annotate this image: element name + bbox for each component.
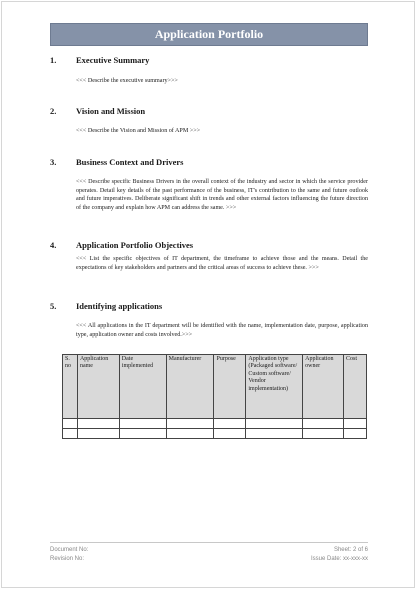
header-purpose: Purpose: [214, 355, 246, 419]
header-application-name: Application name: [77, 355, 119, 419]
table-cell[interactable]: [214, 419, 246, 429]
applications-table: [62, 354, 367, 439]
footer-document-no: Document No:: [50, 547, 89, 553]
table-cell[interactable]: [119, 419, 166, 429]
table-row: [63, 429, 367, 439]
table-cell[interactable]: [303, 429, 344, 439]
section-text-5: <<< All applications in the IT department will be identified with the name, implementation date, purpose, application type, application owner and costs involved.>>>: [76, 323, 368, 338]
section-title: Business Context and Drivers: [76, 157, 184, 167]
header-manufacturer: Manufacturer: [166, 355, 214, 419]
table-cell[interactable]: [246, 419, 303, 429]
table-cell[interactable]: [344, 429, 367, 439]
table-cell[interactable]: [119, 429, 166, 439]
table-cell[interactable]: [214, 429, 246, 439]
footer-sheet: Sheet: 2 of 6: [333, 547, 368, 553]
table-cell[interactable]: [166, 419, 214, 429]
table-cell[interactable]: [344, 419, 367, 429]
section-text-4: <<< List the specific objectives of IT department, the timeframe to achieve those and the means. Detail the expectations of key stakeholders and partners and the critical areas of success to achieve these. >>>: [76, 256, 368, 271]
header-s-no: S. no: [63, 355, 78, 419]
table-cell[interactable]: [166, 429, 214, 439]
page-frame: [1, 1, 415, 588]
table-header-row: [63, 355, 367, 419]
header-date-implemented: Date implemented: [119, 355, 166, 419]
header-application-type: Application type (Packaged software/ Custom software/ Vendor implementation): [246, 355, 303, 419]
table-cell[interactable]: [63, 419, 78, 429]
header-application-owner: Application owner: [303, 355, 344, 419]
section-title: Application Portfolio Objectives: [76, 240, 194, 250]
section-text-1: <<< Describe the executive summary>>>: [76, 78, 178, 84]
table-cell[interactable]: [63, 429, 78, 439]
footer-issue-date: Issue Date: xx-xxx-xx: [310, 556, 368, 562]
footer-divider: [50, 542, 368, 543]
section-number: 1.: [50, 55, 57, 65]
section-number: 2.: [50, 106, 57, 116]
section-title: Executive Summary: [76, 55, 150, 65]
section-title: Vision and Mission: [76, 106, 146, 116]
section-text-3: <<< Describe specific Business Drivers in the overall context of the industry and sector in which the service provider operates. Detail key details of the past performance of the business, IT's contribution to the same and future outlook and future imperatives. Deliberate significant shift in trends and other external factors influencing the future direction of the company and explain how APM can address the same. >>>: [76, 179, 368, 211]
table-cell[interactable]: [77, 419, 119, 429]
section-text-2: <<< Describe the Vision and Mission of APM >>>: [76, 128, 201, 134]
table-cell[interactable]: [303, 419, 344, 429]
table-cell[interactable]: [246, 429, 303, 439]
table-row: [63, 419, 367, 429]
section-number: 5.: [50, 301, 57, 311]
footer-revision-no: Revision No:: [50, 556, 85, 562]
table-cell[interactable]: [77, 429, 119, 439]
header-cost: Cost: [344, 355, 367, 419]
document-title: Application Portfolio: [50, 23, 368, 46]
section-number: 4.: [50, 240, 57, 250]
section-title: Identifying applications: [76, 301, 163, 311]
section-number: 3.: [50, 157, 57, 167]
